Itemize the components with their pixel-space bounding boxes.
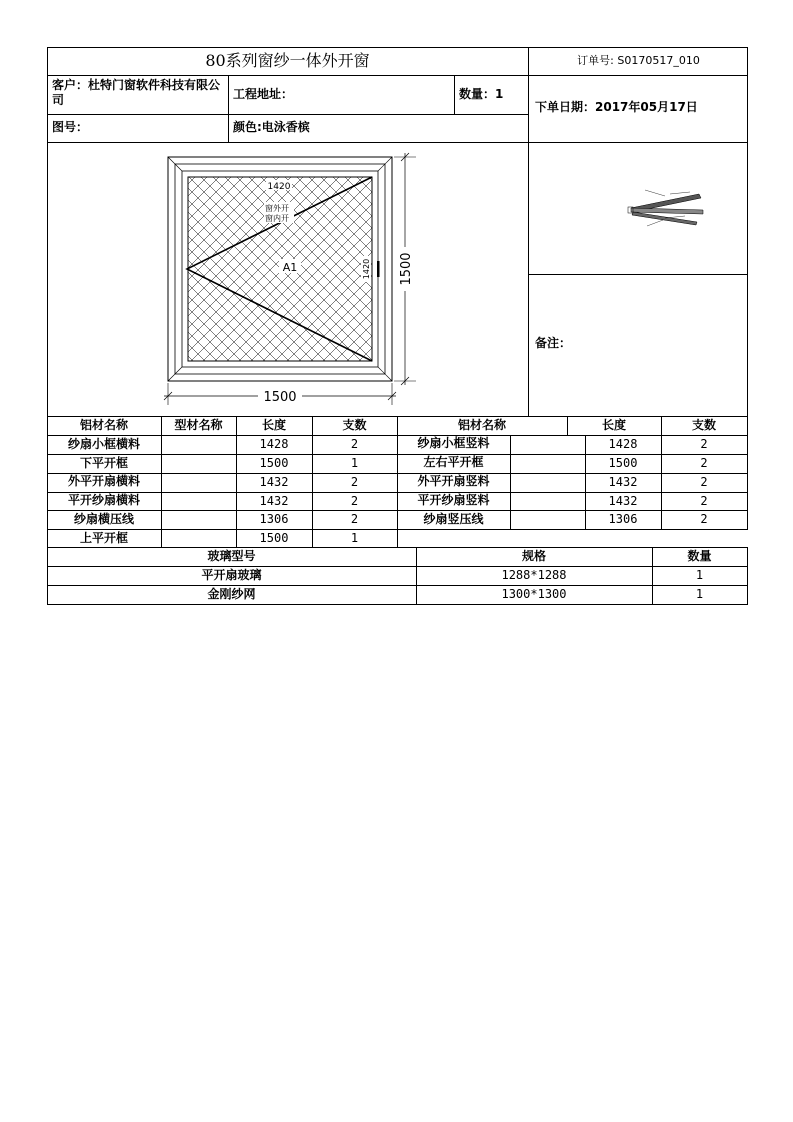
profile-length: 1428 bbox=[608, 437, 638, 451]
order-number: 订单号: S0170517_010 bbox=[577, 54, 700, 67]
table-rule bbox=[747, 416, 748, 530]
glass-spec: 1300*1300 bbox=[501, 587, 567, 601]
profile-count: 2 bbox=[700, 512, 708, 526]
window-elevation-drawing bbox=[150, 145, 425, 410]
table-rule bbox=[510, 435, 511, 530]
color-field: 颜色:电泳香槟 bbox=[233, 120, 310, 134]
profile-count: 1 bbox=[350, 456, 359, 470]
header-divider bbox=[454, 75, 455, 114]
profile-name: 平开纱扇横料 bbox=[67, 493, 140, 507]
profile-length: 1432 bbox=[608, 475, 638, 489]
profile-name: 左右平开框 bbox=[423, 455, 484, 469]
order-date-field: 下单日期：2017年05月17日 bbox=[535, 100, 698, 114]
profile-name: 纱扇竖压线 bbox=[423, 512, 484, 526]
profile-count: 1 bbox=[350, 531, 359, 545]
glass-qty: 1 bbox=[695, 587, 704, 601]
header-glass-spec: 规格 bbox=[521, 549, 546, 563]
profile-length: 1500 bbox=[608, 456, 638, 470]
sash-label: A1 bbox=[282, 261, 298, 274]
glass-qty: 1 bbox=[695, 568, 704, 582]
header-divider bbox=[228, 75, 229, 143]
header-glass-qty: 数量 bbox=[687, 549, 712, 563]
header-length-right: 长度 bbox=[601, 418, 626, 432]
profile-name: 纱扇小框竖料 bbox=[417, 436, 490, 450]
drawing-divider bbox=[528, 142, 529, 417]
header-divider bbox=[47, 114, 529, 115]
profile-name: 纱扇横压线 bbox=[73, 512, 134, 526]
handle-mark bbox=[377, 261, 380, 277]
header-profile-type: 型材名称 bbox=[174, 418, 223, 432]
project-address-field: 工程地址： bbox=[233, 87, 294, 101]
profile-section-sketch bbox=[625, 182, 710, 234]
profile-length: 1306 bbox=[259, 512, 289, 526]
profile-count: 2 bbox=[350, 494, 359, 508]
glass-spec: 1288*1288 bbox=[501, 568, 567, 582]
profile-count: 2 bbox=[350, 475, 359, 489]
profile-name: 上平开框 bbox=[79, 531, 128, 545]
profile-length: 1428 bbox=[259, 437, 289, 451]
profile-length: 1432 bbox=[608, 494, 638, 508]
profile-name: 下平开框 bbox=[79, 456, 128, 470]
quantity-field: 数量：1 bbox=[459, 87, 504, 101]
header-divider bbox=[47, 75, 748, 76]
header-profile-name-right: 铝材名称 bbox=[457, 418, 506, 432]
open-in-label: 窗内开 bbox=[265, 214, 289, 223]
profile-length: 1500 bbox=[259, 456, 289, 470]
header-length: 长度 bbox=[261, 418, 286, 432]
open-out-label: 窗外开 bbox=[265, 204, 289, 213]
profile-count: 2 bbox=[350, 437, 359, 451]
top-inner-dimension: 1420 bbox=[267, 182, 291, 192]
profile-length: 1306 bbox=[608, 512, 638, 526]
profile-count: 2 bbox=[700, 456, 708, 470]
header-count-right: 支数 bbox=[691, 418, 716, 432]
customer-field: 客户：杜特门窗软件科技有限公司 bbox=[52, 78, 221, 107]
page-title: 80系列窗纱一体外开窗 bbox=[205, 51, 370, 70]
height-dimension: 1500 bbox=[399, 252, 414, 286]
profile-count: 2 bbox=[700, 437, 708, 451]
glass-type: 金刚纱网 bbox=[207, 587, 256, 601]
width-dimension: 1500 bbox=[263, 390, 297, 405]
profile-length: 1500 bbox=[259, 531, 289, 545]
profile-name: 外平开扇竖料 bbox=[417, 474, 490, 488]
profile-name: 外平开扇横料 bbox=[67, 474, 140, 488]
drawing-number-field: 图号： bbox=[52, 120, 89, 134]
table-rule bbox=[161, 416, 162, 548]
profile-count: 2 bbox=[350, 512, 359, 526]
header-profile-name: 铝材名称 bbox=[79, 418, 128, 432]
profile-name: 平开纱扇竖料 bbox=[417, 493, 490, 507]
profile-name: 纱扇小框横料 bbox=[67, 437, 140, 451]
profile-count: 2 bbox=[700, 494, 708, 508]
drawing-divider bbox=[528, 274, 748, 275]
profile-count: 2 bbox=[700, 475, 708, 489]
header-count: 支数 bbox=[342, 418, 367, 432]
glass-type: 平开扇玻璃 bbox=[201, 568, 262, 582]
notes-label: 备注： bbox=[535, 336, 572, 350]
profile-length: 1432 bbox=[259, 475, 289, 489]
header-glass-type: 玻璃型号 bbox=[207, 549, 256, 563]
side-inner-dimension: 1420 bbox=[362, 258, 371, 280]
profile-length: 1432 bbox=[259, 494, 289, 508]
